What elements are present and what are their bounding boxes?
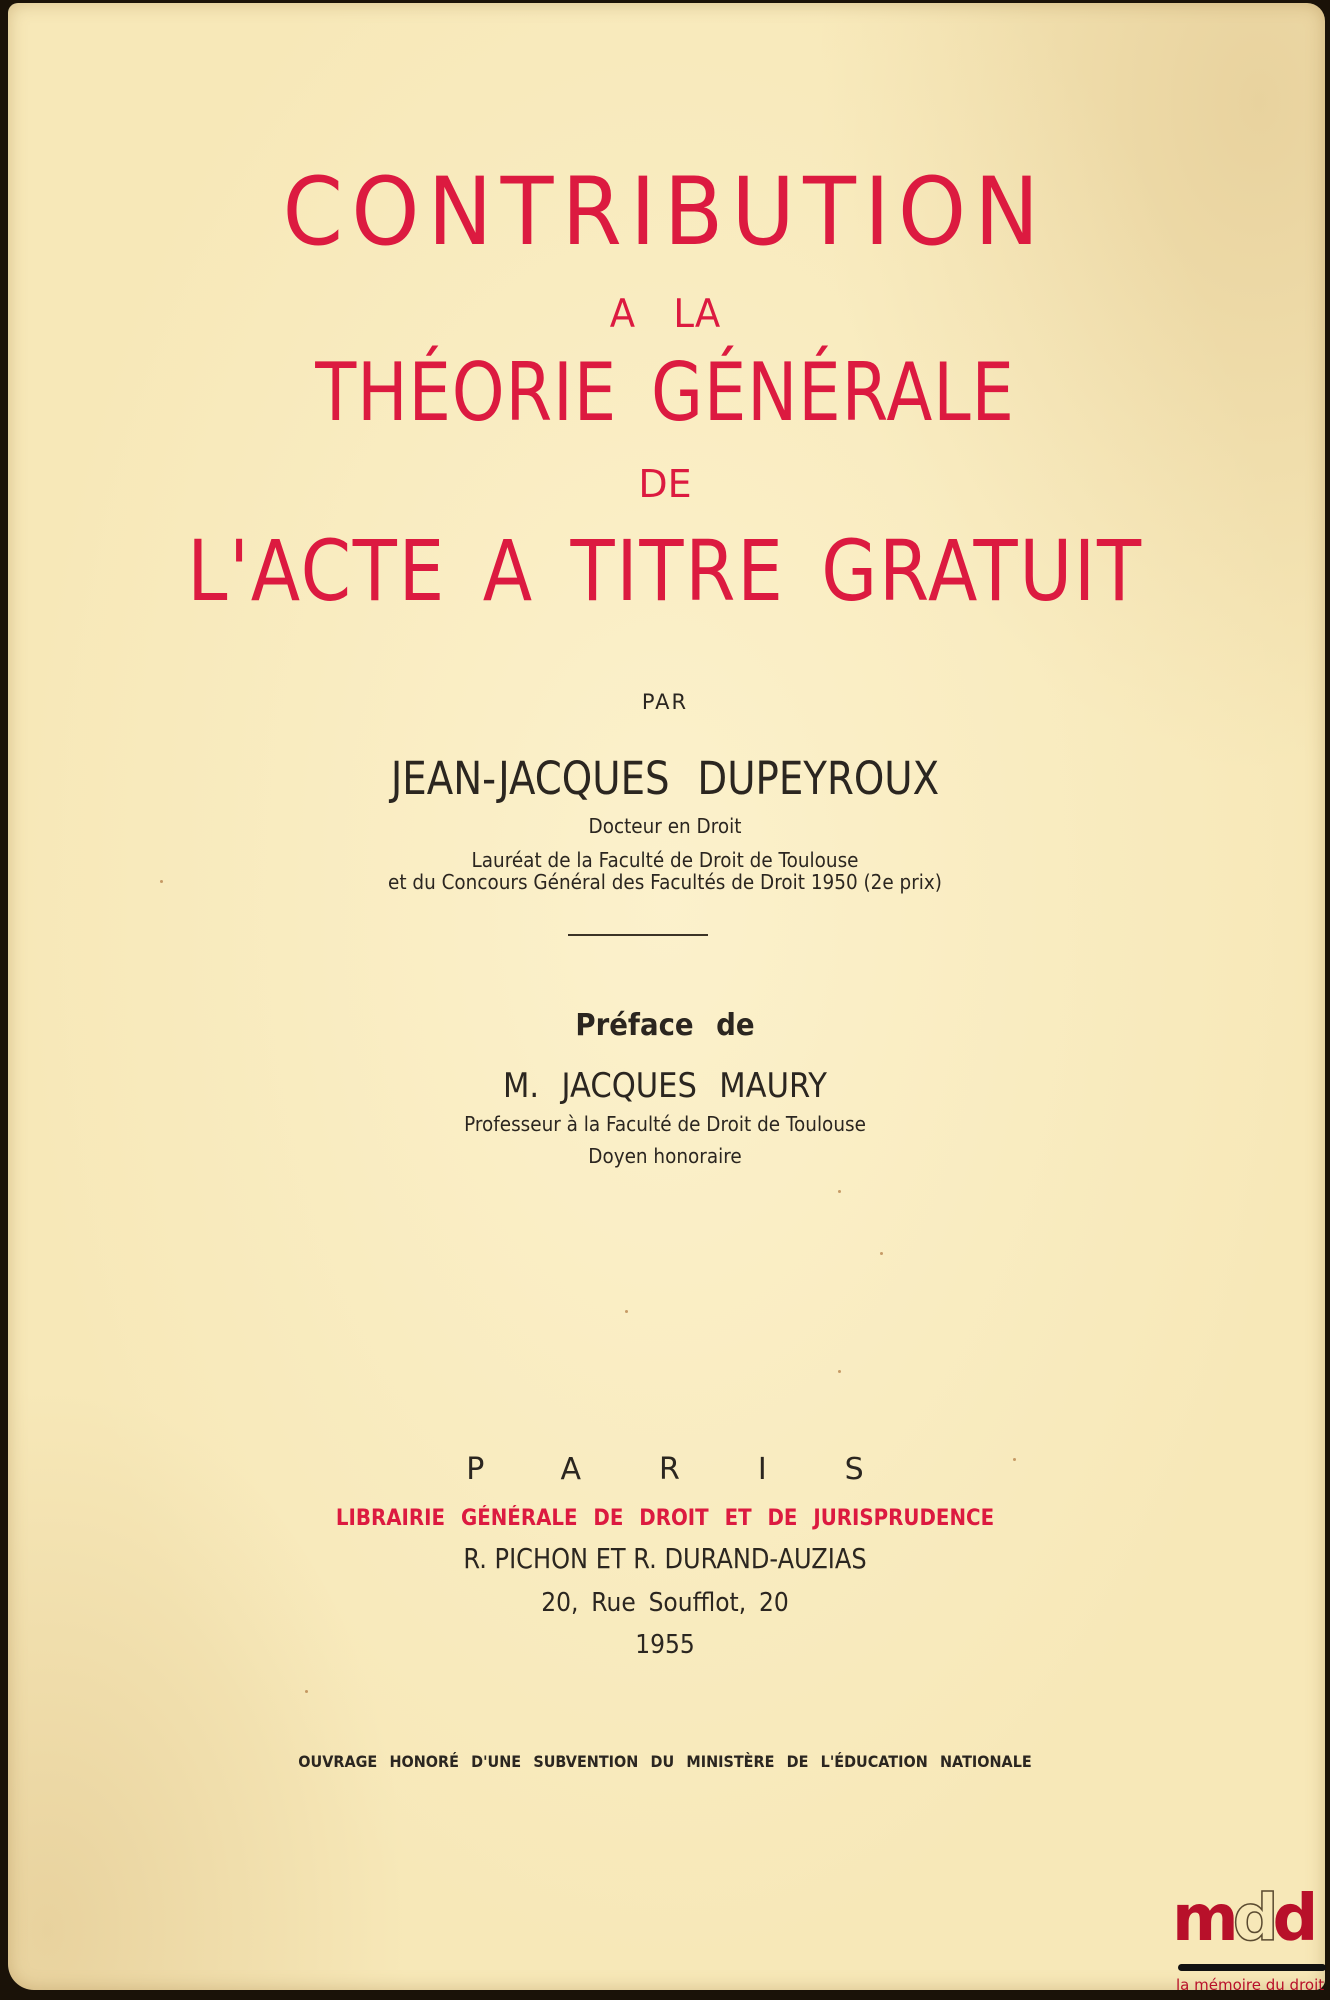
author-name: JEAN-JACQUES DUPEYROUX [390,752,940,805]
preface-author-role: Professeur à la Faculté de Droit de Toulouse [464,1112,866,1136]
author-credential: Docteur en Droit [588,814,742,838]
mdd-watermark-logo [1172,1882,1328,2000]
divider-rule [568,934,708,936]
paper-speck [838,1370,841,1373]
imprint-city: PARIS [466,1452,942,1487]
logo-underline-bar [1178,1964,1326,1971]
author-credential: Lauréat de la Faculté de Droit de Toulouse [471,848,859,872]
by-label: PAR [641,690,689,714]
paper-speck [838,1190,841,1193]
title-line-theorie-generale: THÉORIE GÉNÉRALE [315,346,1015,439]
imprint-address: 20, Rue Soufflot, 20 [541,1588,789,1618]
imprint-publisher: LIBRAIRIE GÉNÉRALE DE DROIT ET DE JURISPRUDENCE [335,1506,995,1531]
title-line-de: DE [638,462,692,506]
subsidy-note: OUVRAGE HONORÉ D'UNE SUBVENTION DU MINISTÈRE DE L'ÉDUCATION NATIONALE [298,1752,1032,1771]
author-credential: et du Concours Général des Facultés de Droit 1950 (2e prix) [388,870,942,894]
preface-label: Préface de [575,1008,755,1043]
title-line-contribution: CONTRIBUTION [282,158,1048,267]
mdd-logo-icon: mdd [1172,1882,1313,1956]
imprint-editors: R. PICHON ET R. DURAND-AUZIAS [463,1542,867,1575]
preface-author-role: Doyen honoraire [588,1144,742,1168]
paper-speck [625,1310,628,1313]
paper-speck [305,1690,308,1693]
title-line-acte-a-titre-gratuit: L'ACTE A TITRE GRATUIT [187,522,1143,620]
preface-author-name: M. JACQUES MAURY [503,1066,827,1106]
logo-tagline: la mémoire du droit [1176,1976,1325,1994]
paper-speck [880,1252,883,1255]
title-line-a-la: A LA [609,292,721,337]
imprint-year: 1955 [635,1630,695,1660]
